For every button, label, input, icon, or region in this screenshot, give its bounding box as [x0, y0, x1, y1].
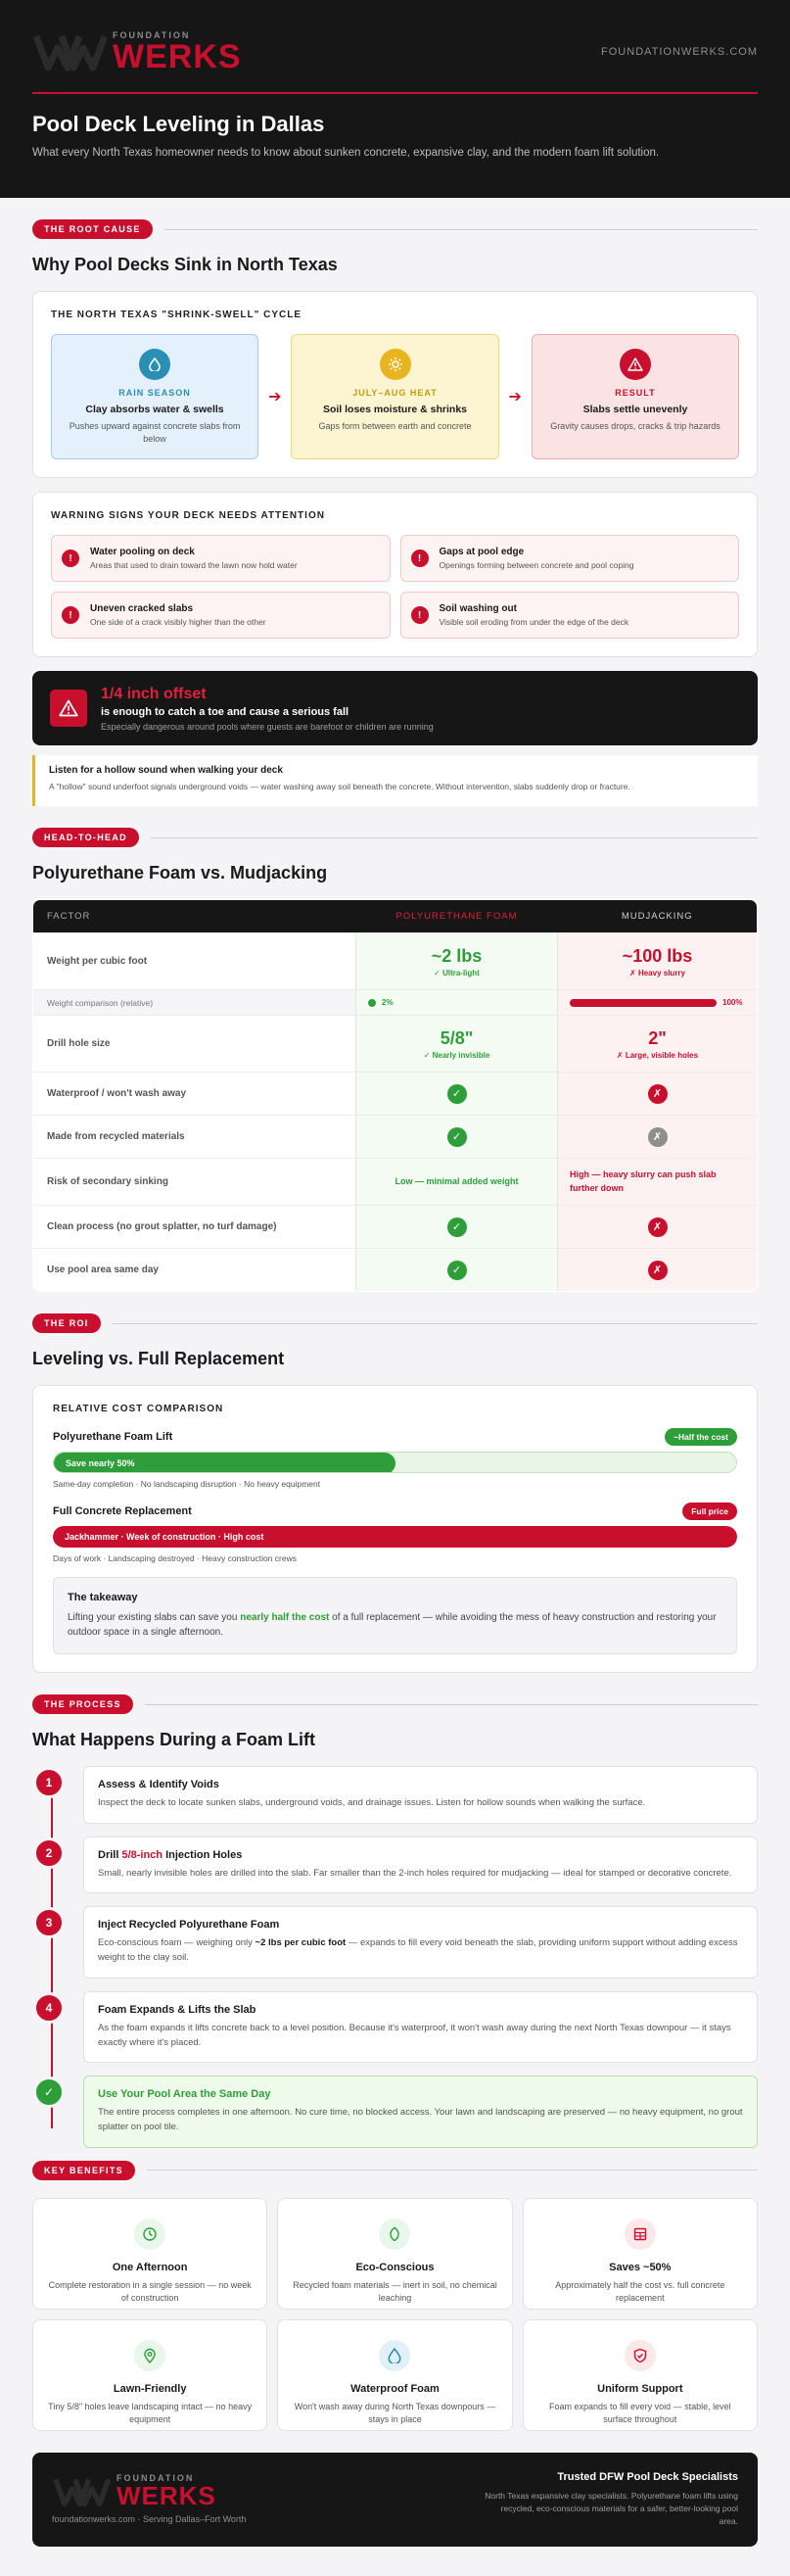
foam-cell: [356, 1206, 558, 1249]
step-number: 3: [33, 1907, 65, 1938]
foam-text: Low — minimal added weight: [395, 1176, 519, 1186]
tip-title: Listen for a hollow sound when walking your deck: [49, 765, 283, 776]
section-head-benefits: [32, 2161, 758, 2180]
benefit-card: [523, 2198, 758, 2310]
arrow-right-icon: ➔: [268, 389, 282, 405]
exclamation-icon: !: [62, 606, 79, 624]
logo[interactable]: [32, 30, 242, 73]
footer: [32, 2453, 758, 2547]
section-head-roi: [32, 1313, 758, 1333]
x-icon: ✗: [648, 1084, 668, 1104]
takeaway-desc: [68, 1610, 722, 1640]
mud-weight-bar: [570, 999, 717, 1007]
benefit-desc: Won't wash away during North Texas downpours — stays in place: [294, 2401, 496, 2424]
step-number: 2: [33, 1837, 65, 1869]
foam-cell: [356, 1073, 558, 1116]
mud-cell: [558, 1116, 758, 1159]
warning-desc: One side of a crack visibly higher than the other: [90, 617, 266, 627]
foam-cell: [356, 1016, 558, 1073]
step-title: Assess & Identify Voids: [98, 1779, 219, 1790]
table-row: [33, 990, 758, 1016]
alert-headline: 1/4 inch offset: [101, 685, 207, 702]
logo-top-text: FOUNDATION: [116, 2473, 195, 2484]
roi-badge: ~Half the cost: [665, 1428, 737, 1446]
cycle-row: [51, 334, 739, 459]
droplet-icon: [379, 2340, 410, 2371]
benefit-title: Lawn-Friendly: [113, 2382, 187, 2395]
cycle-name: RESULT: [615, 388, 656, 398]
table-row: [33, 1159, 758, 1206]
factor-cell: Made from recycled materials: [33, 1116, 356, 1159]
footer-desc: North Texas expansive clay specialists. Polyurethane foam lifts using recycled, eco-conscious materials for a safer, better-looking pool area.: [485, 2491, 738, 2526]
mud-cell: [558, 1016, 758, 1073]
foam-weight-bar: [368, 999, 376, 1007]
alert-text: is enough to catch a toe and cause a serious fall: [101, 705, 349, 718]
foam-cell: [356, 1249, 558, 1292]
table-row: [33, 1016, 758, 1073]
logo-mark-icon: [52, 2475, 111, 2508]
table-header: POLYURETHANE FOAM: [356, 900, 558, 933]
warning-item: [51, 592, 391, 639]
warning-desc: Areas that used to drain toward the lawn now hold water: [90, 560, 298, 570]
roi-note: Same-day completion · No landscaping disruption · No heavy equipment: [53, 1479, 321, 1489]
logo-top-text: FOUNDATION: [113, 29, 191, 40]
section-title: What Happens During a Foam Lift: [32, 1730, 316, 1749]
table-header: FACTOR: [33, 900, 356, 933]
step-title: Inject Recycled Polyurethane Foam: [98, 1919, 280, 1932]
full-cost-bar: Jackhammer · Week of construction · High cost: [53, 1526, 737, 1548]
step-desc-text: — expands to fill every void beneath the slab, providing uniform support without adding excess weight to the clay soil.: [98, 1937, 738, 1964]
factor-cell: Clean process (no grout splatter, no turf damage): [33, 1206, 356, 1249]
divider: [164, 229, 758, 230]
foam-cell: [356, 1159, 558, 1206]
benefit-title: One Afternoon: [112, 2261, 188, 2273]
benefit-title: Uniform Support: [597, 2382, 683, 2395]
check-icon: ✓: [447, 1127, 467, 1147]
mud-sub: ✗ Heavy slurry: [629, 968, 685, 978]
mud-pct: 100%: [722, 998, 743, 1007]
check-icon: ✓: [447, 1217, 467, 1237]
benefit-title: Eco-Conscious: [355, 2261, 435, 2273]
step-title: Foam Expands & Lifts the Slab: [98, 2003, 256, 2016]
cycle-card: [32, 291, 758, 478]
process-step: [45, 1766, 758, 1824]
cycle-desc: Pushes upward against concrete slabs from below: [69, 421, 241, 445]
foam-value: 5/8": [440, 1027, 474, 1048]
site-link[interactable]: FOUNDATIONWERKS.COM: [601, 46, 758, 58]
takeaway-title: The takeaway: [68, 1592, 138, 1603]
full-cost-track: [53, 1526, 737, 1548]
foam-cost-track: [53, 1452, 737, 1473]
process-step: [45, 1991, 758, 2063]
arrow-right-icon: ➔: [508, 389, 522, 405]
cycle-step-result: [532, 334, 739, 459]
table-row: [33, 1206, 758, 1249]
takeaway-text: of a full replacement — while avoiding the mess of heavy construction and restoring your outdoor space in a single afternoon.: [68, 1612, 717, 1638]
section-title: Polyurethane Foam vs. Mudjacking: [32, 863, 328, 883]
process-step: [45, 1906, 758, 1978]
section-title: Why Pool Decks Sink in North Texas: [32, 255, 338, 274]
x-icon: ✗: [648, 1261, 668, 1280]
roi-note: Days of work · Landscaping destroyed · Heavy construction crews: [53, 1553, 297, 1563]
footer-site[interactable]: foundationwerks.com · Serving Dallas–Fort Worth: [52, 2514, 247, 2525]
step-title-highlight: 5/8-inch: [121, 1848, 163, 1861]
hollow-sound-tip: [32, 755, 758, 806]
benefit-title: Waterproof Foam: [350, 2382, 440, 2395]
takeaway-box: [53, 1577, 737, 1654]
section-head-process: [32, 1694, 758, 1714]
step-title: Use Your Pool Area the Same Day: [98, 2088, 271, 2101]
benefit-card: [277, 2319, 512, 2431]
warning-icon: [50, 690, 87, 727]
exclamation-icon: !: [411, 606, 429, 624]
warning-icon: [620, 349, 651, 380]
mud-value: 2": [648, 1027, 667, 1048]
section-pill: THE ROOT CAUSE: [32, 219, 153, 239]
benefit-card: [32, 2319, 267, 2431]
roi-badge: Full price: [682, 1503, 737, 1520]
section-pill: KEY BENEFITS: [32, 2161, 135, 2180]
roi-card: [32, 1385, 758, 1673]
divider: [151, 837, 758, 838]
check-icon: ✓: [447, 1261, 467, 1280]
warning-item: [400, 592, 740, 639]
droplet-icon: [139, 349, 170, 380]
process-step: [45, 1837, 758, 1894]
table-row: [33, 933, 758, 990]
mud-cell: [558, 1159, 758, 1206]
divider: [113, 1323, 758, 1324]
warning-title: Soil washing out: [439, 603, 517, 614]
benefit-title: Saves ~50%: [609, 2261, 672, 2273]
mud-sub: ✗ Large, visible holes: [616, 1050, 699, 1060]
foam-cell: [356, 990, 558, 1016]
logo-main-text: WERKS: [116, 2481, 216, 2511]
calculator-icon: [625, 2218, 656, 2250]
benefit-desc: Complete restoration in a single session — no week of construction: [48, 2279, 252, 2303]
takeaway-text: Lifting your existing slabs can save you: [68, 1612, 241, 1623]
cycle-head: Soil loses moisture & shrinks: [322, 404, 468, 415]
benefit-desc: Approximately half the cost vs. full concrete replacement: [555, 2279, 725, 2303]
offset-alert: [32, 671, 758, 745]
logo-mark-icon: [32, 30, 107, 73]
card-label: THE NORTH TEXAS "SHRINK-SWELL" CYCLE: [51, 310, 302, 320]
cycle-name: JULY–AUG HEAT: [352, 388, 438, 398]
step-desc-highlight: ~2 lbs per cubic foot: [255, 1937, 347, 1949]
factor-cell: Waterproof / won't wash away: [33, 1073, 356, 1116]
foam-value: ~2 lbs: [431, 945, 483, 966]
mud-cell: [558, 1206, 758, 1249]
x-icon: ✗: [648, 1127, 668, 1147]
warning-title: Uneven cracked slabs: [90, 603, 194, 614]
benefit-desc: Recycled foam materials — inert in soil, no chemical leaching: [293, 2279, 497, 2303]
benefit-card: [32, 2198, 267, 2310]
comparison-table: [32, 899, 758, 1292]
card-label: WARNING SIGNS YOUR DECK NEEDS ATTENTION: [51, 510, 325, 521]
cycle-desc: Gravity causes drops, cracks & trip hazards: [550, 421, 720, 431]
divider: [145, 1704, 758, 1705]
mud-text: High — heavy slurry can push slab further down: [570, 1169, 717, 1193]
sun-icon: [380, 349, 411, 380]
takeaway-highlight: nearly half the cost: [240, 1612, 330, 1623]
roi-name: Full Concrete Replacement: [53, 1505, 192, 1517]
step-title-text: Injection Holes: [163, 1848, 243, 1861]
warning-title: Water pooling on deck: [90, 547, 195, 557]
warning-desc: Openings forming between concrete and pool coping: [439, 560, 634, 570]
table-row: [33, 1116, 758, 1159]
mud-cell: [558, 933, 758, 990]
step-title: [98, 1849, 743, 1861]
step-number: 4: [33, 1992, 65, 2024]
table-row: [33, 1073, 758, 1116]
section-head-compare: [32, 828, 758, 847]
factor-cell: Use pool area same day: [33, 1249, 356, 1292]
table-row: [33, 1249, 758, 1292]
factor-cell: Weight per cubic foot: [33, 933, 356, 990]
alert-note: Especially dangerous around pools where guests are barefoot or children are running: [101, 721, 434, 732]
step-desc: Inspect the deck to locate sunken slabs, underground voids, and drainage issues. Listen for hollow sounds when walking the surface.: [98, 1797, 646, 1808]
exclamation-icon: !: [62, 549, 79, 567]
foam-pct: 2%: [382, 998, 394, 1007]
step-desc-text: Eco-conscious foam — weighing only: [98, 1937, 256, 1949]
mud-cell: [558, 990, 758, 1016]
mud-cell: [558, 1249, 758, 1292]
tip-desc: A "hollow" sound underfoot signals underground voids — water washing away soil beneath the concrete. Without intervention, slabs suddenly drop or fracture.: [49, 782, 630, 791]
divider: [147, 2170, 758, 2171]
step-title-text: Drill: [98, 1848, 122, 1861]
page-subtitle: What every North Texas homeowner needs to know about sunken concrete, expansive clay, and the modern foam lift solution.: [32, 147, 660, 159]
page-header: [0, 0, 790, 198]
warning-title: Gaps at pool edge: [439, 547, 525, 557]
table-header: MUDJACKING: [558, 900, 758, 933]
step-desc: The entire process completes in one afternoon. No cure time, no blocked access. Your lawn and landscaping are preserved — no heavy equipment, no grout splatter on pool tile.: [98, 2107, 743, 2133]
warning-card: [32, 492, 758, 657]
section-title: Leveling vs. Full Replacement: [32, 1349, 285, 1368]
process-steps: [32, 1766, 758, 2148]
step-desc: [98, 1936, 743, 1965]
benefit-card: [523, 2319, 758, 2431]
process-step-final: [43, 2075, 758, 2147]
foam-cell: [356, 1116, 558, 1159]
card-label: RELATIVE COST COMPARISON: [53, 1404, 224, 1414]
check-icon: ✓: [33, 2076, 65, 2108]
logo-main-text: WERKS: [113, 37, 242, 75]
factor-cell: Drill hole size: [33, 1016, 356, 1073]
cycle-head: Clay absorbs water & swells: [85, 404, 224, 415]
warning-item: [51, 535, 391, 582]
step-number: 1: [33, 1767, 65, 1798]
section-head-root-cause: [32, 219, 758, 239]
pin-icon: [134, 2340, 165, 2371]
benefits-grid: [32, 2198, 758, 2431]
benefit-card: [277, 2198, 512, 2310]
foam-sub: ✓ Ultra-light: [434, 968, 480, 978]
cycle-step-rain: [51, 334, 258, 459]
shield-check-icon: [625, 2340, 656, 2371]
section-pill: THE ROI: [32, 1313, 101, 1333]
mud-cell: [558, 1073, 758, 1116]
cycle-head: Slabs settle unevenly: [582, 404, 688, 415]
benefit-desc: Tiny 5/8" holes leave landscaping intact — no heavy equipment: [48, 2401, 253, 2424]
section-pill: HEAD-TO-HEAD: [32, 828, 139, 847]
step-desc: As the foam expands it lifts concrete back to a level position. Because it's waterproof, it won't wash away during the next North Texas downpour — it stays exactly where it's placed.: [98, 2022, 731, 2048]
benefit-desc: Foam expands to fill every void — stable, level surface throughout: [549, 2401, 731, 2424]
clock-icon: [134, 2218, 165, 2250]
warning-item: [400, 535, 740, 582]
footer-title: Trusted DFW Pool Deck Specialists: [557, 2471, 738, 2484]
page-title: Pool Deck Leveling in Dallas: [32, 112, 325, 136]
x-icon: ✗: [648, 1217, 668, 1237]
leaf-icon: [379, 2218, 410, 2250]
exclamation-icon: !: [411, 549, 429, 567]
cycle-name: RAIN SEASON: [118, 388, 191, 398]
cycle-desc: Gaps form between earth and concrete: [318, 421, 472, 431]
factor-cell: Risk of secondary sinking: [33, 1159, 356, 1206]
header-rule: [32, 92, 758, 94]
foam-sub: ✓ Nearly invisible: [423, 1050, 490, 1060]
warning-desc: Visible soil eroding from under the edge of the deck: [439, 617, 629, 627]
foam-cell: [356, 933, 558, 990]
foam-cost-bar: Save nearly 50%: [54, 1453, 395, 1473]
roi-name: Polyurethane Foam Lift: [53, 1431, 173, 1443]
footer-logo[interactable]: [52, 2473, 246, 2511]
mud-value: ~100 lbs: [622, 945, 693, 966]
check-icon: ✓: [447, 1084, 467, 1104]
section-pill: THE PROCESS: [32, 1694, 133, 1714]
step-desc: Small, nearly invisible holes are drilled into the slab. Far smaller than the 2-inch holes required for mudjacking — ideal for stamped or decorative concrete.: [98, 1867, 732, 1879]
factor-cell: Weight comparison (relative): [33, 990, 356, 1016]
cycle-step-heat: [291, 334, 498, 459]
